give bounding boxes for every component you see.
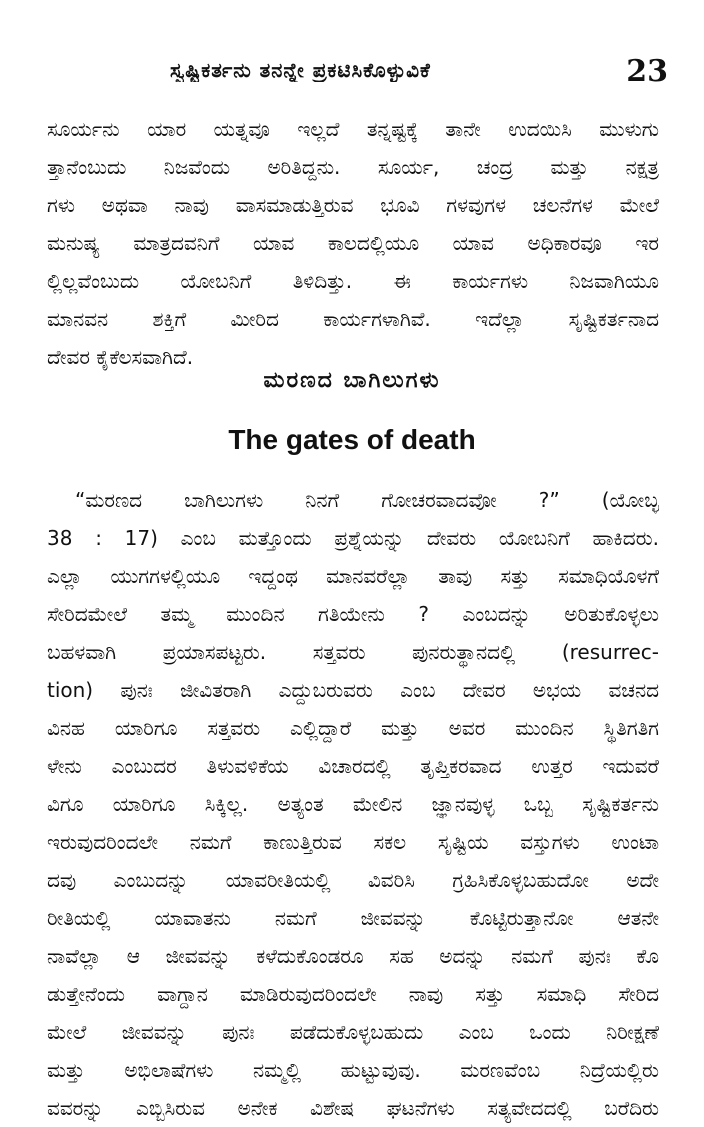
section-heading-english: The gates of death bbox=[228, 424, 476, 455]
text-line: ರೀತಿಯಲ್ಲಿ ಯಾವಾತನು ನಮಗೆ ಜೀವವನ್ನು ಕೊಟ್ಟಿರುತ್ತಾನೋ ಆತನೇ bbox=[47, 906, 659, 930]
text-line: ಇರುವುದರಿಂದಲೇ ನಮಗೆ ಕಾಣುತ್ತಿರುವ ಸಕಲ ಸೃಷ್ಟಿಯ ವಸ್ತುಗಳು ಉಂಟಾ bbox=[47, 830, 659, 854]
text-line: ಡುತ್ತೇನೆಂದು ವಾಗ್ದಾನ ಮಾಡಿರುವುದರಿಂದಲೇ ನಾವು ಸತ್ತು ಸಮಾಧಿ ಸೇರಿದ bbox=[47, 982, 659, 1006]
text-line: “ಮರಣದ ಬಾಗಿಲುಗಳು ನಿನಗೆ ಗೋಚರವಾದವೋ ?” (ಯೋಬ್ಳ bbox=[75, 488, 659, 512]
text-line: ಗಳು ಅಥವಾ ನಾವು ವಾಸಮಾಡುತ್ತಿರುವ ಭೂವಿ ಗಳವುಗಳ ಚಲನೆಗಳ ಮೇಲೆ bbox=[47, 193, 659, 217]
text-line: ಳೇನು ಎಂಬುದರ ತಿಳುವಳಿಕೆಯ ವಿಚಾರದಲ್ಲಿ ತೃಪ್ತಿಕರವಾದ ಉತ್ತರ ಇದುವರೆ bbox=[47, 754, 659, 778]
text-line: ವಿನಹ ಯಾರಿಗೂ ಸತ್ತವರು ಎಲ್ಲಿದ್ದಾರೆ ಮತ್ತು ಅವರ ಮುಂದಿನ ಸ್ಥಿತಿಗತಿಗ bbox=[47, 716, 659, 740]
text-line: ದವು ಎಂಬುದನ್ನು ಯಾವರೀತಿಯಲ್ಲಿ ವಿವರಿಸಿ ಗ್ರಹಿಸಿಕೊಳ್ಳಬಹುದೋ ಅದೇ bbox=[47, 868, 659, 892]
text-line: ಮನುಷ್ಯ ಮಾತ್ರದವನಿಗೆ ಯಾವ ಕಾಲದಲ್ಲಿಯೂ ಯಾವ ಅಧಿಕಾರವೂ ಇರ bbox=[47, 231, 659, 255]
text-line: ವವರನ್ನು ಎಬ್ಬಿಸಿರುವ ಅನೇಕ ವಿಶೇಷ ಘಟನೆಗಳು ಸತ್ಯವೇದದಲ್ಲಿ ಬರೆದಿರು bbox=[47, 1096, 659, 1120]
text-line: ಸೇರಿದಮೇಲೆ ತಮ್ಮ ಮುಂದಿನ ಗತಿಯೇನು ? ಎಂಬದನ್ನು ಅರಿತುಕೊಳ್ಳಲು bbox=[47, 602, 659, 626]
paragraph-1 bbox=[47, 110, 659, 376]
text-line: ಸೂರ್ಯನು ಯಾರ ಯತ್ನವೂ ಇಲ್ಲದೆ ತನ್ನಷ್ಟಕ್ಕೆ ತಾನೇ ಉದಯಿಸಿ ಮುಳುಗು bbox=[47, 117, 659, 141]
paragraph-2 bbox=[47, 481, 659, 1127]
text-line: ಮತ್ತು ಅಭಿಲಾಷೆಗಳು ನಮ್ಮಲ್ಲಿ ಹುಟ್ಟುವುವು. ಮರಣವೆಂಬ ನಿದ್ರೆಯಲ್ಲಿರು bbox=[47, 1058, 659, 1082]
page-number: 23 bbox=[626, 54, 668, 89]
text-line: 38 : 17) ಎಂಬ ಮತ್ತೊಂದು ಪ್ರಶ್ನೆಯನ್ನು ದೇವರು ಯೋಬನಿಗೆ ಹಾಕಿದರು. bbox=[47, 526, 659, 550]
text-line: ವಿಗೂ ಯಾರಿಗೂ ಸಿಕ್ಕಿಲ್ಲ. ಅತ್ಯಂತ ಮೇಲಿನ ಜ್ಞಾನವುಳ್ಳ ಒಬ್ಬ ಸೃಷ್ಟಿಕರ್ತನು bbox=[47, 792, 659, 816]
text-line: tion) ಪುನಃ ಜೀವಿತರಾಗಿ ಎದ್ದುಬರುವರು ಎಂಬ ದೇವರ ಅಭಯ ವಚನದ bbox=[47, 678, 659, 702]
text-line: ಲ್ಲಿಲ್ಲವೆಂಬುದು ಯೋಬನಿಗೆ ತಿಳಿದಿತ್ತು. ಈ ಕಾರ್ಯಗಳು ನಿಜವಾಗಿಯೂ bbox=[47, 269, 659, 293]
text-line: ಎಲ್ಲಾ ಯುಗಗಳಲ್ಲಿಯೂ ಇದ್ದಂಥ ಮಾನವರೆಲ್ಲಾ ತಾವು ಸತ್ತು ಸಮಾಧಿಯೊಳಗೆ bbox=[47, 564, 659, 588]
text-line: ಬಹಳವಾಗಿ ಪ್ರಯಾಸಪಟ್ಟರು. ಸತ್ತವರು ಪುನರುತ್ಥಾನದಲ್ಲಿ (resurrec- bbox=[47, 640, 659, 664]
text-line: ಮೇಲೆ ಜೀವವನ್ನು ಪುನಃ ಪಡೆದುಕೊಳ್ಳಬಹುದು ಎಂಬ ಒಂದು ನಿರೀಕ್ಷಣೆ bbox=[47, 1020, 659, 1044]
running-header: ಸ್ವಷ್ಟಿಕರ್ತನು ತನನ್ನೇ ಪ್ರಕಟಿಸಿಕೊಳ್ಳುವಿಕೆ bbox=[170, 58, 431, 82]
section-heading-kannada: ಮರಣದ ಬಾಗಿಲುಗಳು bbox=[263, 368, 441, 393]
text-line: ಮಾನವನ ಶಕ್ತಿಗೆ ಮೀರಿದ ಕಾರ್ಯಗಳಾಗಿವೆ. ಇದೆಲ್ಲಾ ಸೃಷ್ಟಿಕರ್ತನಾದ bbox=[47, 307, 659, 331]
text-line: ದೇವರ ಕೈಕೆಲಸವಾಗಿದೆ. bbox=[47, 345, 194, 369]
text-line: ನಾವೆಲ್ಲಾ ಆ ಜೀವವನ್ನು ಕಳೆದುಕೊಂಡರೂ ಸಹ ಅದನ್ನು ನಮಗೆ ಪುನಃ ಕೊ bbox=[47, 944, 659, 968]
text-line: ತ್ತಾನೆಂಬುದು ನಿಜವೆಂದು ಅರಿತಿದ್ದನು. ಸೂರ್ಯ, ಚಂದ್ರ ಮತ್ತು ನಕ್ಷತ್ರ bbox=[47, 155, 659, 179]
